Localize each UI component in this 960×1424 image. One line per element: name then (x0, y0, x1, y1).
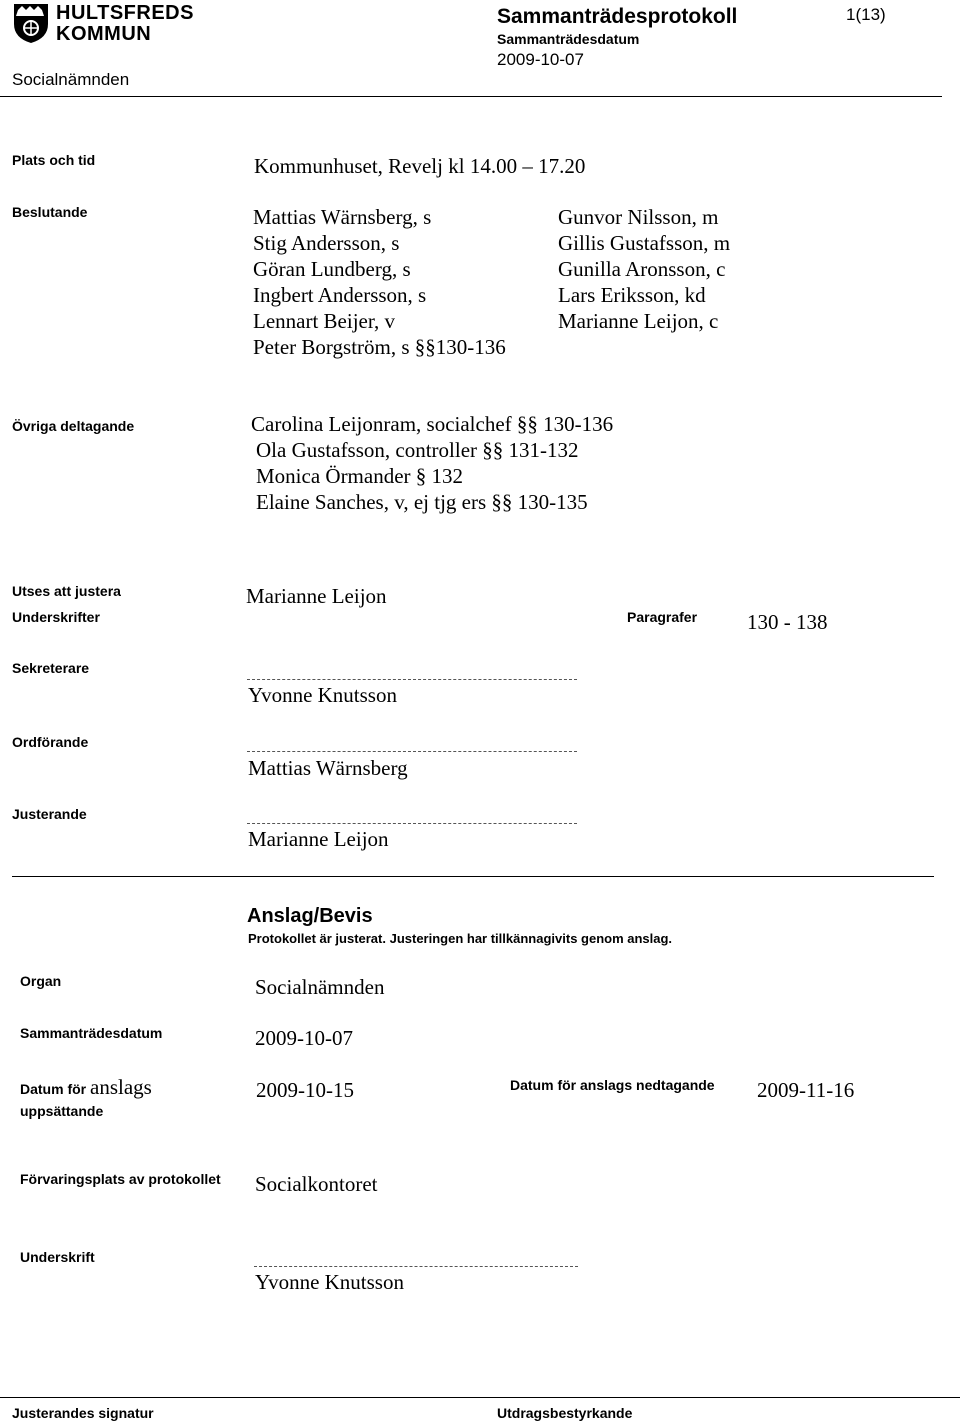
chair-name: Mattias Wärnsberg (248, 756, 408, 780)
notice-subtitle: Protokollet är justerat. Justeringen har tillkännagivits genom anslag. (248, 931, 673, 946)
organ-value: Socialnämnden (255, 975, 385, 999)
notice-signature-name: Yvonne Knutsson (255, 1270, 404, 1294)
notice-signature-line (254, 1266, 578, 1267)
other-participant-3: Monica Örmander § 132 (256, 464, 464, 488)
notice-date-value: 2009-10-07 (255, 1026, 353, 1050)
signature-label: Underskrift (20, 1249, 95, 1265)
deciding-member-5: Lennart Beijer, v (253, 309, 396, 333)
organ-label: Organ (20, 973, 62, 989)
secretary-label: Sekreterare (12, 660, 90, 676)
posted-label-part2: anslags (90, 1075, 152, 1099)
deciding-member-2: Stig Andersson, s (253, 231, 400, 255)
other-participant-1: Carolina Leijonram, socialchef §§ 130-136 (251, 412, 614, 436)
document-title: Sammanträdesprotokoll (497, 5, 738, 28)
other-participant-2: Ola Gustafsson, controller §§ 131-132 (256, 438, 579, 462)
adjust-label: Utses att justera (12, 583, 121, 599)
secretary-name: Yvonne Knutsson (248, 683, 397, 707)
header-date: 2009-10-07 (497, 50, 584, 69)
footer-divider (0, 1397, 960, 1398)
deciding-member-11: Marianne Leijon, c (558, 309, 719, 333)
posted-label (20, 1077, 152, 1100)
logo-text-line2: KOMMUN (56, 23, 152, 45)
department-name: Socialnämnden (12, 70, 130, 89)
deciding-member-1: Mattias Wärnsberg, s (253, 205, 432, 229)
header-date-label: Sammanträdesdatum (497, 31, 640, 47)
logo-text-line1: HULTSFREDS (56, 2, 194, 24)
chair-label: Ordförande (12, 734, 89, 750)
notice-date-label: Sammanträdesdatum (20, 1025, 163, 1041)
posted-label-part1: Datum för (20, 1081, 90, 1097)
storage-label: Förvaringsplats av protokollet (20, 1171, 221, 1187)
deciding-member-7: Gunvor Nilsson, m (558, 205, 719, 229)
footer-right-label: Utdragsbestyrkande (497, 1405, 633, 1421)
deciding-member-8: Gillis Gustafsson, m (558, 231, 731, 255)
deciding-member-3: Göran Lundberg, s (253, 257, 411, 281)
footer-left-label: Justerandes signatur (12, 1405, 154, 1421)
adjuster-label: Justerande (12, 806, 87, 822)
municipality-logo (12, 2, 194, 46)
secretary-signature-line (247, 679, 577, 680)
coat-of-arms-icon (12, 2, 50, 44)
adjust-value: Marianne Leijon (246, 584, 387, 608)
adjuster-name: Marianne Leijon (248, 827, 389, 851)
deciding-member-10: Lars Eriksson, kd (558, 283, 706, 307)
storage-value: Socialkontoret (255, 1172, 378, 1196)
deciding-label: Beslutande (12, 204, 88, 220)
chair-signature-line (247, 751, 577, 752)
deciding-member-6: Peter Borgström, s §§130-136 (253, 335, 506, 359)
signatures-label: Underskrifter (12, 609, 100, 625)
notice-title: Anslag/Bevis (247, 905, 373, 927)
adjuster-signature-line (247, 823, 577, 824)
page-number: 1(13) (846, 5, 886, 24)
header-divider (0, 96, 942, 97)
paragraphs-label: Paragrafer (627, 609, 698, 625)
other-participant-4: Elaine Sanches, v, ej tjg ers §§ 130-135 (256, 490, 588, 514)
removed-date-value: 2009-11-16 (757, 1078, 855, 1102)
deciding-member-9: Gunilla Aronsson, c (558, 257, 726, 281)
deciding-member-4: Ingbert Andersson, s (253, 283, 427, 307)
section-divider (12, 876, 934, 877)
place-label: Plats och tid (12, 152, 96, 168)
posted-label-part3: uppsättande (20, 1103, 104, 1119)
others-label: Övriga deltagande (12, 418, 135, 434)
place-value: Kommunhuset, Revelj kl 14.00 – 17.20 (254, 154, 586, 178)
posted-date-value: 2009-10-15 (256, 1078, 354, 1102)
removed-label: Datum för anslags nedtagande (510, 1077, 715, 1093)
paragraphs-value: 130 - 138 (747, 610, 828, 634)
